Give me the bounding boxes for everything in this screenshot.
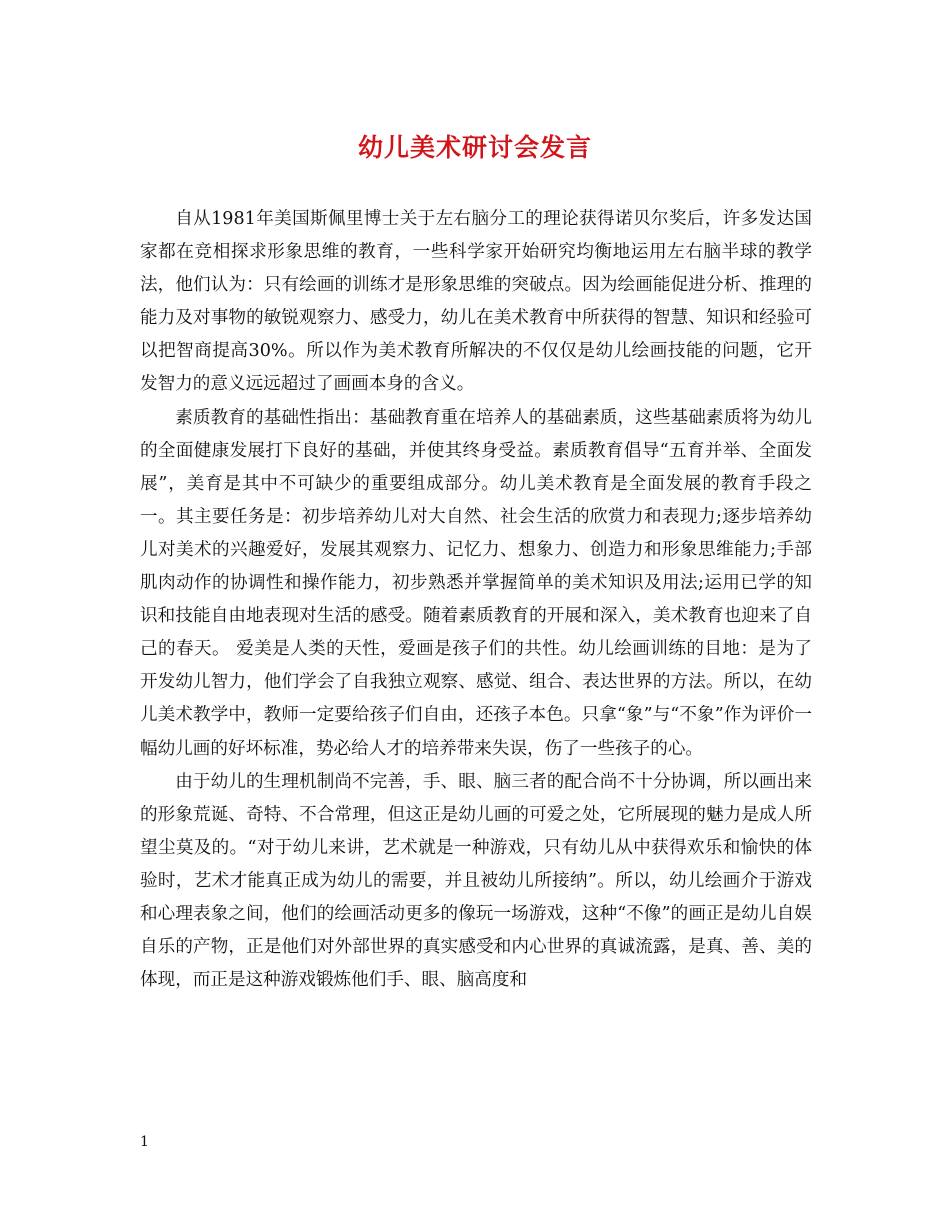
page-number: 1 (140, 1134, 149, 1150)
paragraph-3: 由于幼儿的生理机制尚不完善，手、眼、脑三者的配合尚不十分协调，所以画出来的形象荒诞、奇特、不合常理，但这正是幼儿画的可爱之处，它所展现的魅力是成人所望尘莫及的。“对于幼儿来讲，艺术就是一种游戏，只有幼儿从中获得欢乐和愉快的体验时，艺术才能真正成为幼儿的需要，并且被幼儿所接纳”。所以，幼儿绘画介于游戏和心理表象之间，他们的绘画活动更多的像玩一场游戏，这种“不像”的画正是幼儿自娱自乐的产物，正是他们对外部世界的真实感受和内心世界的真诚流露，是真、善、美的体现，而正是这种游戏锻炼他们手、眼、脑高度和 (140, 771, 812, 991)
document-body (140, 203, 812, 997)
paragraph-1: 自从1981年美国斯佩里博士关于左右脑分工的理论获得诺贝尔奖后，许多发达国家都在竞相探求形象思维的教育，一些科学家开始研究均衡地运用左右脑半球的教学法，他们认为：只有绘画的训练才是形象思维的突破点。因为绘画能促进分析、推理的能力及对事物的敏锐观察力、感受力，幼儿在美术教育中所获得的智慧、知识和经验可以把智商提高30%。所以作为美术教育所解决的不仅仅是幼儿绘画技能的问题，它开发智力的意义远远超过了画画本身的含义。 (140, 209, 812, 395)
paragraph-2: 素质教育的基础性指出：基础教育重在培养人的基础素质，这些基础素质将为幼儿的全面健康发展打下良好的基础，并使其终身受益。素质教育倡导“五育并举、全面发展”，美育是其中不可缺少的重要组成部分。幼儿美术教育是全面发展的教育手段之一。其主要任务是：初步培养幼儿对大自然、社会生活的欣赏力和表现力;逐步培养幼儿对美术的兴趣爱好，发展其观察力、记忆力、想象力、创造力和形象思维能力;手部肌肉动作的协调性和操作能力，初步熟悉并掌握简单的美术知识及用法;运用已学的知识和技能自由地表现对生活的感受。随着素质教育的开展和深入，美术教育也迎来了自己的春天。 爱美是人类的天性，爱画是孩子们的共性。幼儿绘画训练的目地：是为了开发幼儿智力，他们学会了自我独立观察、感觉、组合、表达世界的方法。所以，在幼儿美术教学中，教师一定要给孩子们自由，还孩子本色。只拿“象”与“不象”作为评价一幅幼儿画的好坏标准，势必给人才的培养带来失误，伤了一些孩子的心。 (140, 407, 812, 759)
page-title: 幼儿美术研讨会发言 (357, 133, 592, 162)
